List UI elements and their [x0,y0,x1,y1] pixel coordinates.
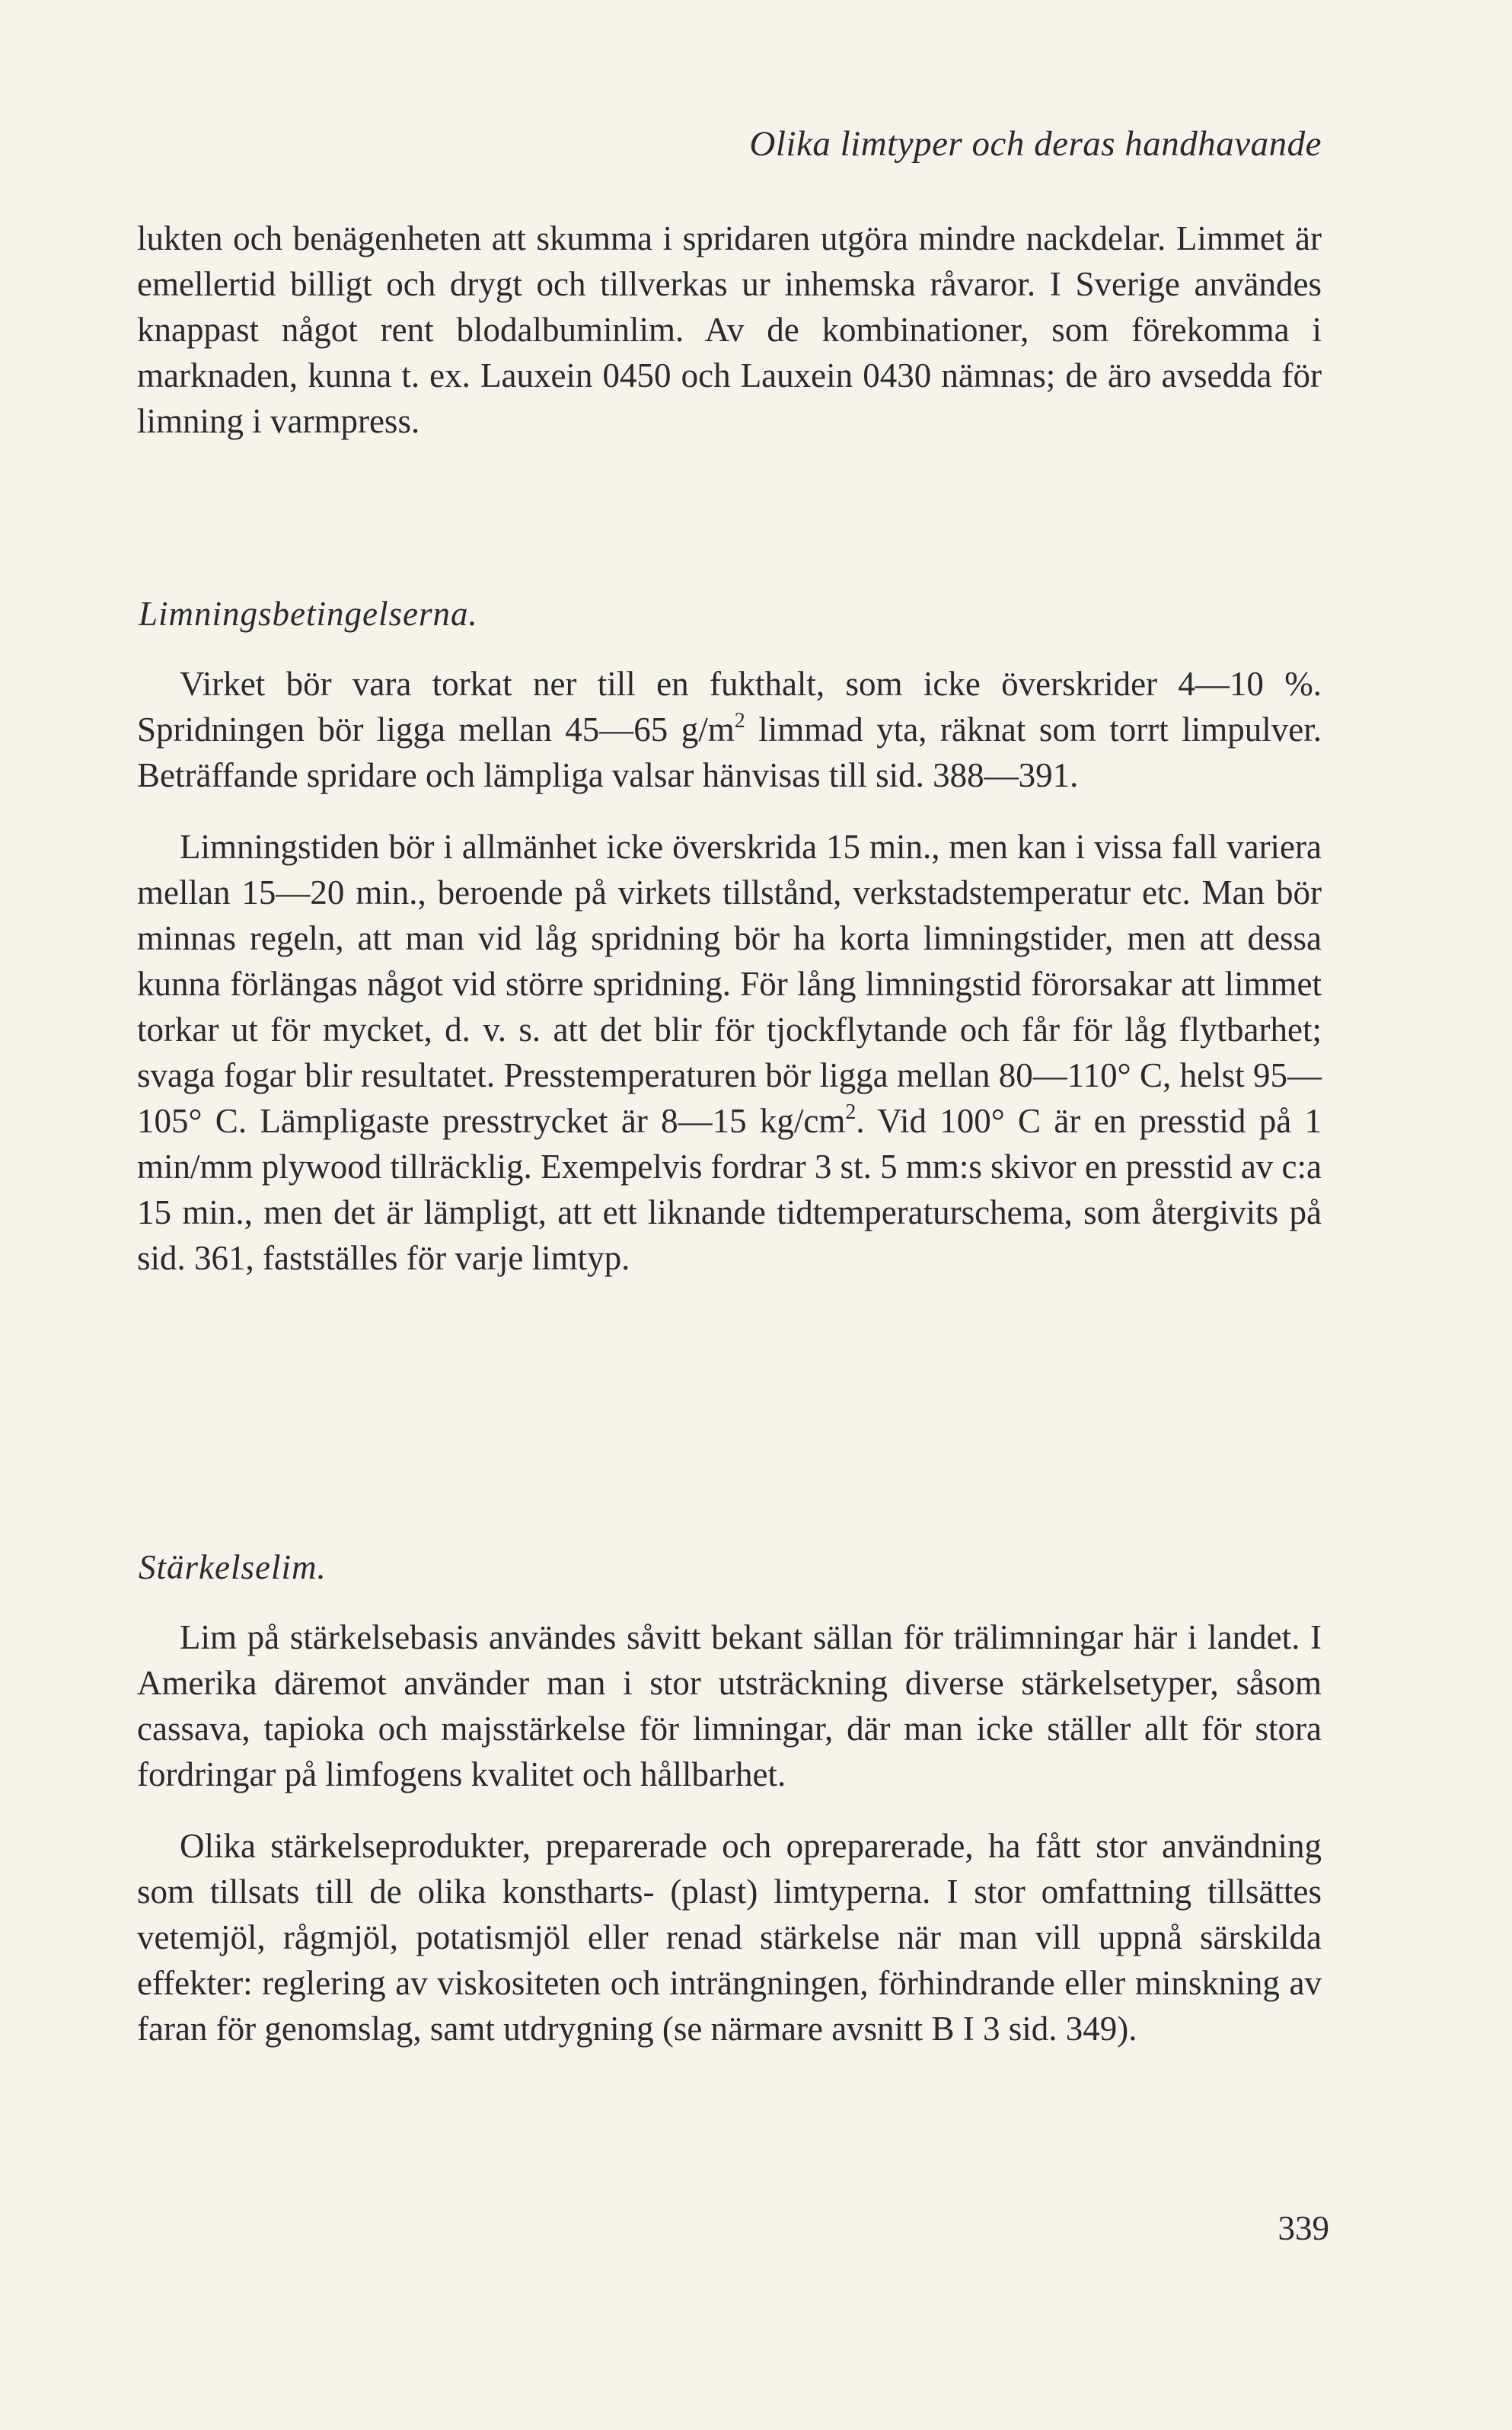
section1-body [137,661,1322,1281]
section-heading-starkelselim: Stärkelselim. [139,1548,327,1586]
section1-paragraph-1: Virket bör vara torkat ner till en fukthalt, som icke överskrider 4—10 %. Spridningen bör ligga mellan 45—65 $g/m^2$ limmad yta, räknat som torrt limpulver. Beträffande spridare och lämpliga valsar hänvisas till sid. 388—391. [137,665,1322,794]
section2-paragraph-1: Lim på stärkelsebasis användes såvitt bekant sällan för trälimningar här i landet. I Amerika däremot använder man i stor utsträckning diverse stärkelsetyper, såsom cassava, tapioka och majsstärkelse för limningar, där man icke ställer allt för stora fordringar på limfogens kvalitet och hållbarhet. [137,1618,1322,1793]
section2-body [137,1614,1322,2052]
intro-paragraph: lukten och benägenheten att skumma i spridaren utgöra mindre nackdelar. Limmet är emellertid billigt och drygt och tillverkas ur inhemska råvaror. I Sverige användes knappast något rent blodalbuminlim. Av de kombinationer, som förekomma i marknaden, kunna t. ex. Lauxein 0450 och Lauxein 0430 nämnas; de äro avsedda för limning i varmpress. [137,219,1322,440]
intro-paragraph-block [137,216,1322,444]
page-number: 339 [1278,2209,1329,2247]
section2-paragraph-2: Olika stärkelseprodukter, preparerade och opreparerade, ha fått stor användning som tillsats till de olika konstharts- (plast) limtyperna. I stor omfattning tillsättes vetemjöl, rågmjöl, potatismjöl eller renad stärkelse när man vill uppnå särskilda effekter: reglering av viskositeten och inträngningen, förhindrande eller minskning av faran för genomslag, samt utdrygning (se närmare avsnitt B I 3 sid. 349). [137,1827,1322,2048]
section-heading-limningsbetingelserna: Limningsbetingelserna. [139,595,478,633]
running-head: Olika limtyper och deras handhavande [749,124,1322,164]
section1-paragraph-2: Limningstiden bör i allmänhet icke överskrida 15 min., men kan i vissa fall variera mellan 15—20 min., beroende på virkets tillstånd, verkstadstemperatur etc. Man bör minnas regeln, att man vid låg spridning bör ha korta limningstider, men att dessa kunna förlängas något vid större spridning. För lång limningstid förorsakar att limmet torkar ut för mycket, d. v. s. att det blir för tjockflytande och får för låg flytbarhet; svaga fogar blir resultatet. Presstemperaturen bör ligga mellan 80—110° C, helst 95—105° C. Lämpligaste presstrycket är 8—15 $kg/cm^2$. Vid 100° C är en presstid på 1 min/mm plywood tillräcklig. Exempelvis fordrar 3 st. 5 mm:s skivor en presstid av c:a 15 min., men det är lämpligt, att ett liknande tidtemperaturschema, som återgivits på sid. 361, fastställes för varje limtyp. [137,828,1322,1277]
